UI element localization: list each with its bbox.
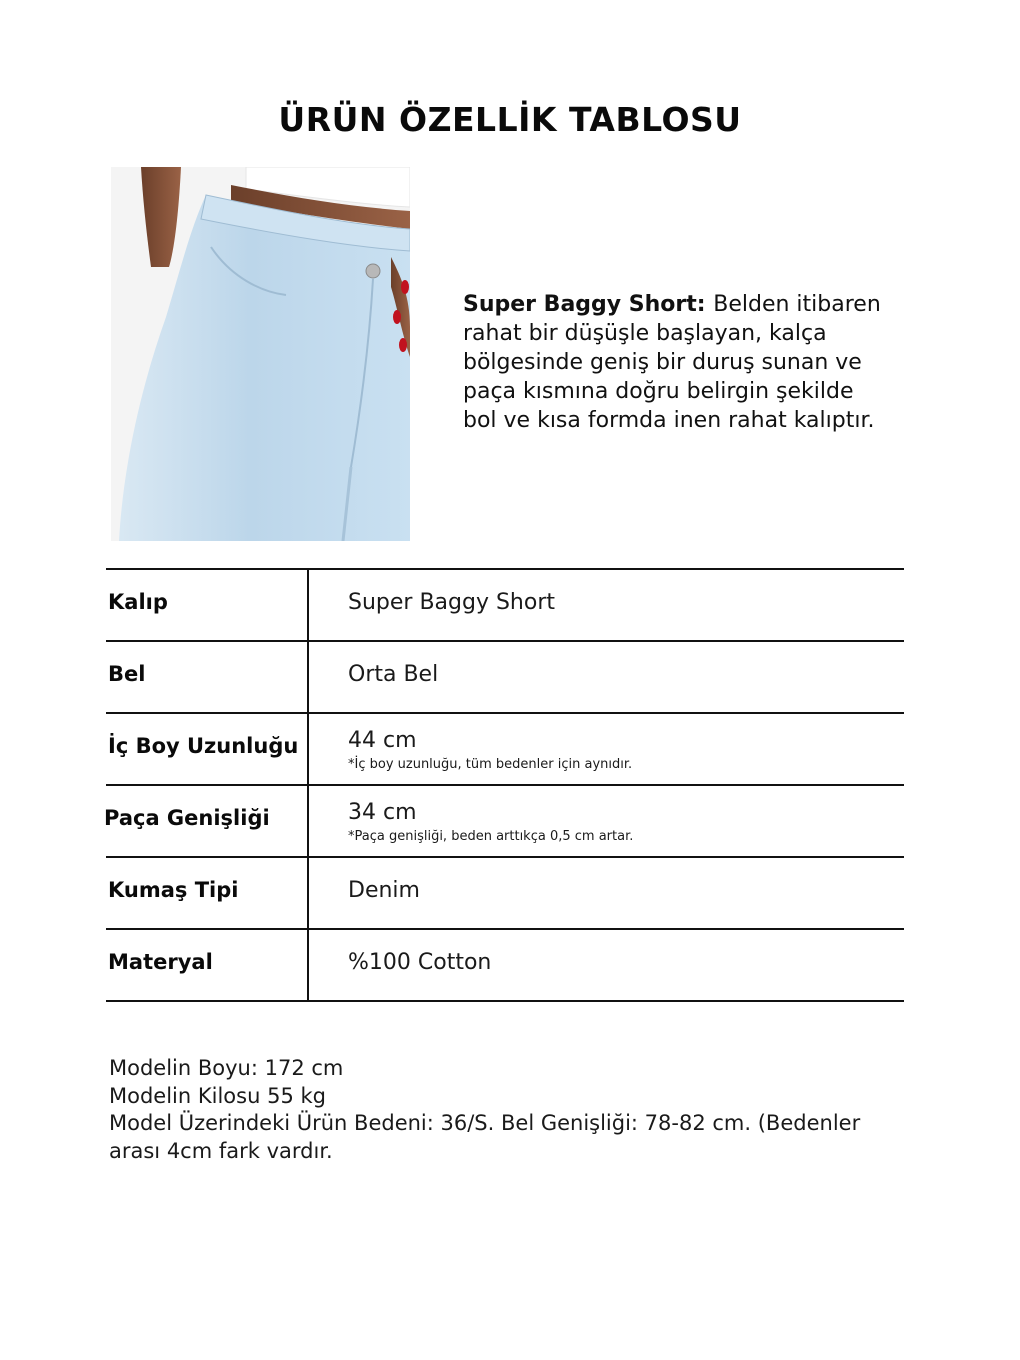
spec-label: Materyal: [108, 950, 213, 974]
spec-row-ic-boy: [106, 712, 904, 784]
page-title: ÜRÜN ÖZELLİK TABLOSU: [278, 100, 742, 139]
denim-shorts-photo: [111, 167, 410, 541]
description-line-3: bölgesinde geniş bir duruş sunan ve: [463, 350, 862, 375]
spec-row-kalip: [106, 568, 904, 640]
product-description: [463, 290, 923, 435]
spec-label: Bel: [108, 662, 146, 686]
description-line-2: rahat bir düşüşle başlayan, kalça: [463, 321, 827, 346]
description-line-4: paça kısmına doğru belirgin şekilde: [463, 379, 854, 404]
spec-label: Paça Genişliği: [104, 806, 270, 830]
spec-label: İç Boy Uzunluğu: [108, 734, 299, 758]
spec-row-kumas: [106, 856, 904, 928]
description-line-1: Belden itibaren: [713, 292, 881, 317]
spec-value: %100 Cotton: [348, 950, 492, 975]
spec-label: Kalıp: [108, 590, 168, 614]
spec-note: *İç boy uzunluğu, tüm bedenler için aynıdır.: [348, 757, 633, 772]
model-height: Modelin Boyu: 172 cm: [109, 1056, 344, 1080]
spec-table: [106, 568, 904, 1002]
spec-value: Super Baggy Short: [348, 590, 556, 615]
spec-note: *Paça genişliği, beden arttıkça 0,5 cm artar.: [348, 829, 634, 844]
model-size-note: arası 4cm fark vardır.: [109, 1138, 333, 1163]
spec-label: Kumaş Tipi: [108, 878, 239, 902]
spec-value: 34 cm: [348, 800, 417, 825]
description-lead-text: Super Baggy Short:: [463, 292, 714, 317]
model-weight: Modelin Kilosu 55 kg: [109, 1083, 326, 1108]
spec-row-paca: [106, 784, 904, 856]
spec-value: Denim: [348, 878, 420, 903]
model-size: Model Üzerindeki Ürün Bedeni: 36/S. Bel Genişliği: 78-82 cm. (Bedenler: [109, 1111, 861, 1135]
spec-value: 44 cm: [348, 728, 417, 753]
description-line-5: bol ve kısa formda inen rahat kalıptır.: [463, 408, 875, 433]
spec-row-bel: [106, 640, 904, 712]
model-info: [109, 1055, 909, 1165]
spec-row-materyal: [106, 928, 904, 1002]
spec-value: Orta Bel: [348, 662, 439, 687]
